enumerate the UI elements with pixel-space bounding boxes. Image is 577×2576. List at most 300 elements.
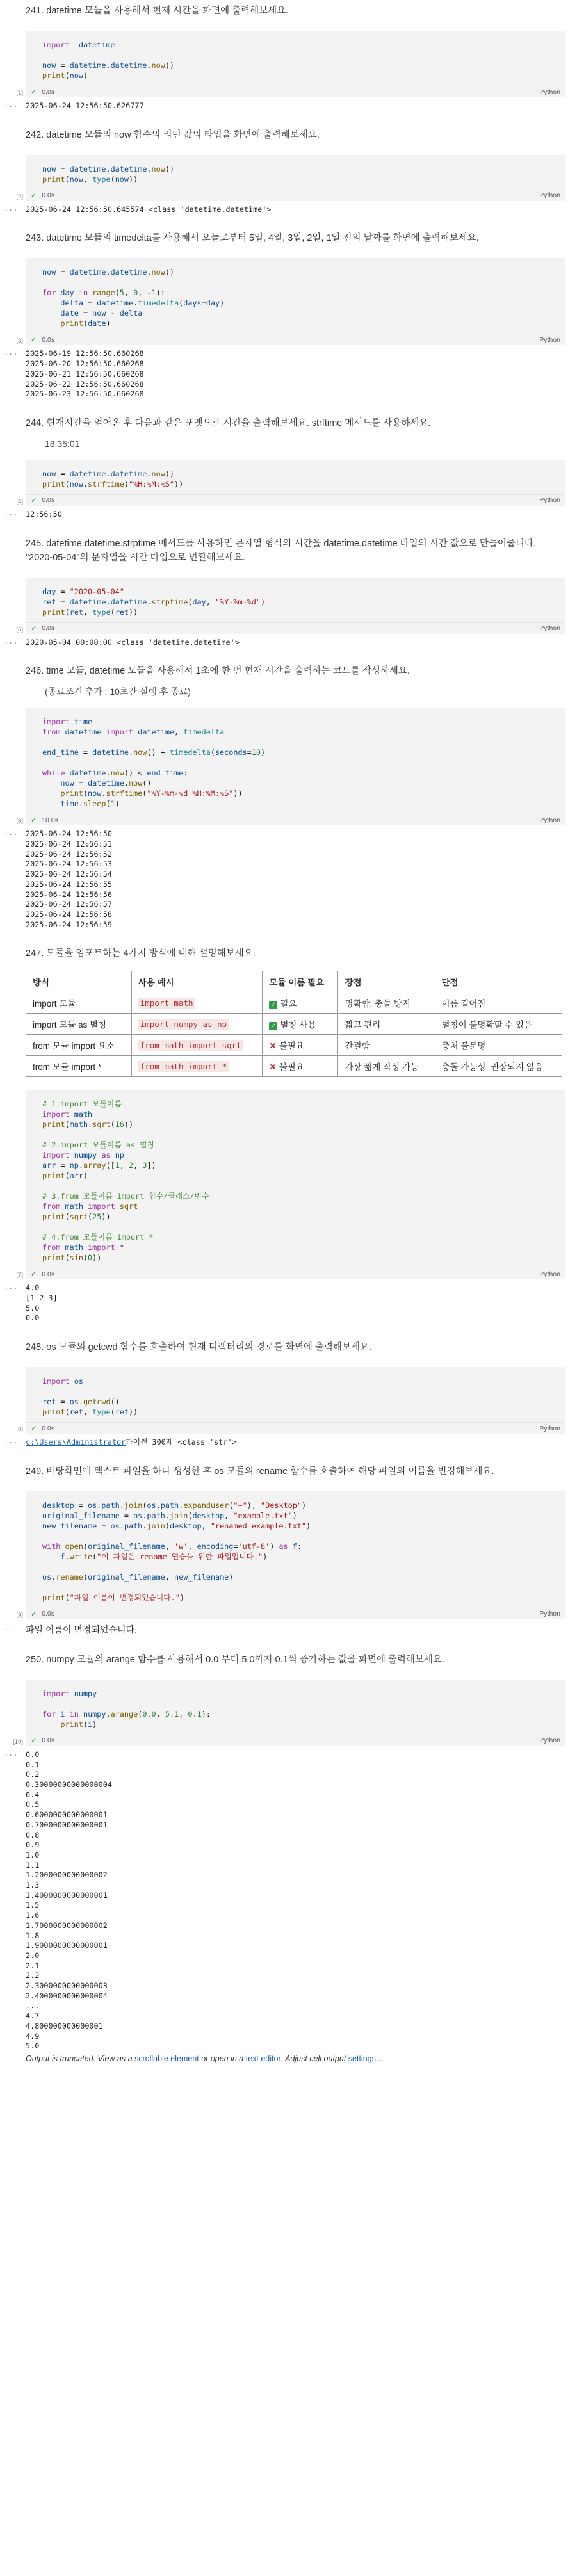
execution-time: 10.0s <box>42 816 58 824</box>
cell-language[interactable]: Python <box>539 1610 560 1618</box>
code-token: "renamed_example.txt" <box>210 1521 307 1530</box>
code-token: datetime <box>138 727 175 737</box>
code-token: delta <box>60 298 83 308</box>
code-token: datetime <box>69 768 106 778</box>
code-token: time <box>60 799 79 809</box>
code-token: . <box>119 1500 124 1510</box>
code-editor[interactable] <box>26 31 565 86</box>
code-token: "%Y-%m-%d %H:%M:%S" <box>147 789 234 798</box>
code-token <box>70 1377 74 1386</box>
code-token <box>42 799 60 808</box>
code-token: strftime <box>88 479 124 489</box>
cell-status-bar <box>26 1608 565 1619</box>
spacer <box>0 1354 577 1367</box>
code-token <box>111 1151 115 1160</box>
code-token: date <box>88 319 106 328</box>
code-token: math <box>74 1110 93 1119</box>
code-token: original_filename <box>88 1572 165 1582</box>
code-token: import <box>42 1151 70 1160</box>
code-cell[interactable] <box>13 1680 565 1746</box>
code-token: ) <box>306 1521 311 1530</box>
code-token: ( <box>115 288 120 298</box>
import-methods-table <box>26 971 562 1077</box>
spacer <box>0 18 577 31</box>
code-token: getcwd <box>83 1397 111 1407</box>
execution-time: 0.0s <box>42 88 55 96</box>
code-token: range <box>92 288 115 298</box>
scrollable-element-link[interactable]: scrollable element <box>134 2054 199 2063</box>
cell-language[interactable]: Python <box>539 1424 560 1432</box>
output-menu-icon[interactable]: ... <box>4 636 18 645</box>
code-token: path <box>160 1500 179 1510</box>
markdown-cell <box>0 534 577 565</box>
code-token: ) <box>229 1572 234 1582</box>
code-token: timedelta <box>138 298 179 308</box>
success-check-icon: ✓ <box>31 191 37 200</box>
code-token: . <box>83 479 88 489</box>
code-token: f <box>292 1541 297 1551</box>
code-token: ( <box>179 298 184 308</box>
code-token: numpy <box>74 1689 97 1698</box>
table-header-cell: 장점 <box>338 971 435 992</box>
code-token: ): <box>156 288 165 298</box>
table-row <box>26 1014 562 1035</box>
code-token: now <box>92 309 106 318</box>
code-token: , <box>165 1541 175 1551</box>
code-token <box>115 1202 120 1211</box>
code-token: = <box>247 748 252 757</box>
code-token: now <box>69 479 83 489</box>
execution-count: [8] <box>16 1426 23 1434</box>
spacer <box>0 647 577 661</box>
table-header-cell: 방식 <box>26 971 132 992</box>
code-editor[interactable] <box>26 1090 565 1268</box>
code-token: type <box>92 607 111 617</box>
success-check-icon: ✓ <box>31 816 37 825</box>
table-cell <box>131 1056 263 1077</box>
cell-output: ... 2025-06-24 12:56:50.645574 <class 'datetime.datetime'> <box>4 203 272 214</box>
code-token: ( <box>83 1253 88 1263</box>
spacer <box>0 245 577 258</box>
table-header-row <box>26 971 562 992</box>
table-cell: 충처 불분명 <box>435 1035 562 1056</box>
code-token: delta <box>119 309 143 318</box>
code-token: * <box>115 1243 124 1252</box>
code-token <box>83 1202 88 1211</box>
table-row <box>26 1035 562 1056</box>
cell-output: ... 2020-05-04 00:00:00 <class 'datetime.datetime'> <box>4 636 240 647</box>
table-cell <box>131 1035 263 1056</box>
table-cell: import 모듈 <box>26 992 132 1014</box>
execution-time: 0.0s <box>42 191 55 200</box>
code-token: ([ <box>106 1161 115 1171</box>
code-token: import <box>42 1689 70 1698</box>
spacer <box>0 1448 577 1462</box>
execution-count: [1] <box>16 90 23 97</box>
code-token: type <box>92 174 111 184</box>
spacer <box>0 520 577 534</box>
code-token: desktop <box>169 1521 202 1530</box>
cell-language[interactable]: Python <box>539 336 560 344</box>
cell-language[interactable]: Python <box>539 88 560 96</box>
code-token: datetime <box>110 597 147 606</box>
code-token: , <box>165 1572 175 1582</box>
output-menu-icon[interactable]: ... <box>4 203 18 213</box>
code-token: )) <box>124 1120 134 1130</box>
question-title: 250. numpy 모듈의 arange 함수를 사용해서 0.0 부터 5.0까지 0.1씩 증가하는 값을 화면에 출력해보세요. <box>26 1654 444 1665</box>
code-token: ( <box>65 479 70 489</box>
code-token: . <box>106 164 111 174</box>
code-cell[interactable] <box>16 1491 565 1619</box>
code-token: from <box>42 1243 61 1252</box>
table-cell: from 모듈 import 요소 <box>26 1035 132 1056</box>
code-token: "~" <box>233 1500 247 1510</box>
code-cell[interactable] <box>16 1367 565 1434</box>
code-token: ( <box>65 1120 70 1130</box>
code-token: print <box>60 319 83 328</box>
code-editor[interactable] <box>26 155 565 190</box>
code-token: import <box>42 1377 70 1386</box>
markdown-cell <box>0 661 577 699</box>
code-editor[interactable] <box>26 1491 565 1608</box>
question-title: 245. datetime.datetime.strptime 메서드를 사용하면 문자열 형식의 시간을 datetime.datetime 타입의 시간 값으로 만들어줍니다. "2020-05-04"의 문자열을 시간 타입으로 변환해보세요. <box>26 538 536 563</box>
code-token: , <box>188 1541 197 1551</box>
output-menu-icon[interactable]: ... <box>4 1623 11 1632</box>
execution-count: [7] <box>16 1272 23 1279</box>
cell-language[interactable]: Python <box>539 1270 560 1278</box>
code-token: "%Y-%m-%d" <box>215 597 261 606</box>
code-token: = <box>78 309 93 318</box>
code-token: ret <box>42 1397 56 1407</box>
code-token: day <box>192 597 206 606</box>
code-token: encoding <box>197 1541 234 1551</box>
code-token: , <box>83 1407 93 1417</box>
code-token: import <box>42 1110 70 1119</box>
output-menu-icon[interactable]: ... <box>4 508 18 517</box>
code-token: . <box>147 164 152 174</box>
code-token: datetime <box>69 469 106 478</box>
output-menu-icon[interactable]: ... <box>4 100 18 109</box>
code-token: , <box>206 597 215 606</box>
code-token: array <box>83 1161 106 1171</box>
code-token <box>60 1542 65 1551</box>
code-token: now <box>151 469 165 478</box>
code-token: now <box>69 174 83 184</box>
code-token: ( <box>138 1709 143 1719</box>
code-token: . <box>128 748 134 757</box>
code-editor[interactable] <box>26 258 565 334</box>
cell-language[interactable]: Python <box>539 624 560 633</box>
code-token: days <box>183 298 202 308</box>
code-token: ret <box>69 607 83 617</box>
code-token: time <box>74 717 93 727</box>
code-token: . <box>106 469 111 478</box>
code-token: while <box>42 768 65 778</box>
success-check-icon: ✓ <box>31 1610 37 1618</box>
code-token: datetime <box>69 61 106 70</box>
code-token: now <box>133 748 147 757</box>
code-token: ) <box>261 597 266 606</box>
inline-code: from math import sqrt <box>138 1040 243 1051</box>
code-token: arr <box>42 1161 56 1171</box>
table-cell: 가장 짧게 작성 가능 <box>338 1056 435 1077</box>
code-cell[interactable] <box>16 578 565 634</box>
code-token: ret <box>115 1407 129 1417</box>
success-check-icon: ✓ <box>31 496 37 505</box>
code-token: ) <box>220 298 225 308</box>
code-token: # 2.import 모듈이름 as 별칭 <box>42 1140 154 1150</box>
code-token: 3 <box>142 1161 147 1171</box>
code-token: = <box>83 298 97 308</box>
cell-output: ... 2025-06-19 12:56:50.660268 2025-06-20 12:56:50.660268 2025-06-21 12:56:50.660268 2025-06-22 12:56:50.660268 2025-06-23 12:56:50.660268 <box>4 348 144 399</box>
code-token: print <box>42 1407 65 1417</box>
code-token: 0.0 <box>142 1709 156 1719</box>
code-token: as <box>279 1541 288 1551</box>
spacer <box>0 960 577 967</box>
code-token: 1 <box>110 799 115 809</box>
code-token: timedelta <box>169 748 211 757</box>
code-token: day <box>206 298 220 308</box>
path-link[interactable]: c:\Users\Administrator <box>26 1438 126 1447</box>
code-cell[interactable] <box>16 1090 565 1279</box>
code-token <box>42 1552 60 1561</box>
code-token <box>288 1542 293 1551</box>
cell-language[interactable]: Python <box>539 816 560 824</box>
code-token: timedelta <box>183 727 225 737</box>
execution-count: [5] <box>16 626 23 633</box>
code-token: print <box>42 607 65 617</box>
code-token: () <box>165 469 175 478</box>
markdown-cell <box>0 1 577 18</box>
code-token: as <box>101 1151 111 1160</box>
markdown-cell <box>0 1338 577 1354</box>
success-check-icon: ✓ <box>31 1270 37 1279</box>
code-token: . <box>106 61 111 70</box>
code-token: datetime <box>69 268 106 277</box>
cell-status-bar <box>26 1735 565 1746</box>
execution-count: [10] <box>13 1738 23 1746</box>
code-token: join <box>169 1511 188 1520</box>
code-token: math <box>65 1243 83 1252</box>
cell-status-bar <box>26 622 565 634</box>
question-title: 242. datetime 모듈의 now 함수의 리턴 값의 타입을 화면에 출력해보세요. <box>26 129 320 140</box>
code-token: path <box>101 1500 120 1510</box>
code-token <box>65 1710 70 1719</box>
check-mark-icon: ✓ <box>269 1022 277 1030</box>
code-token: datetime <box>78 40 115 49</box>
code-token: 0.1 <box>188 1709 202 1719</box>
cell-status-bar <box>26 190 565 201</box>
code-token: )) <box>233 789 243 798</box>
success-check-icon: ✓ <box>31 1425 37 1433</box>
code-token: 16 <box>115 1120 124 1130</box>
cell-language[interactable]: Python <box>539 191 560 200</box>
table-cell: ✓ 필요 <box>263 992 338 1014</box>
code-token: 0 <box>133 288 138 298</box>
table-cell: ✓ 별칭 사용 <box>263 1014 338 1035</box>
code-token: , <box>133 1161 143 1171</box>
code-token: datetime <box>88 779 124 788</box>
code-cell[interactable] <box>16 155 565 201</box>
code-cell[interactable] <box>16 460 565 506</box>
table-cell: import 모듈 as 별칭 <box>26 1014 132 1035</box>
code-token: now <box>42 61 56 70</box>
question-title: 249. 바탕화면에 텍스트 파일을 하나 생성한 후 os 모듈의 rename 함수를 호출하여 해당 파일의 이름을 변경해보세요. <box>26 1466 494 1477</box>
code-token: sqrt <box>92 1120 111 1130</box>
cell-status-bar <box>26 1422 565 1434</box>
code-token: now <box>42 469 56 478</box>
code-token: . <box>147 268 152 277</box>
code-token: seconds <box>215 748 247 757</box>
code-token: , <box>83 607 93 617</box>
cell-status-bar <box>26 814 565 825</box>
code-token: in <box>69 1709 79 1719</box>
cell-output: ... 파일 이름이 변경되었습니다. <box>4 1623 137 1635</box>
output-menu-icon[interactable]: ... <box>4 348 18 357</box>
code-token <box>60 1243 65 1252</box>
code-token: ( <box>65 607 70 617</box>
output-menu-icon[interactable]: ... <box>4 1436 18 1446</box>
code-token: ( <box>65 71 70 80</box>
table-row <box>26 992 562 1014</box>
code-token: math <box>69 1120 88 1130</box>
code-token: for <box>42 288 56 298</box>
code-token: print <box>42 1592 65 1602</box>
code-token: , <box>156 1709 165 1719</box>
code-token: 1 <box>115 1161 120 1171</box>
code-token: )) <box>174 479 184 489</box>
code-cell[interactable] <box>16 258 565 345</box>
code-token: . <box>106 768 111 778</box>
code-token: ( <box>83 789 88 798</box>
table-cell <box>131 992 263 1014</box>
code-cell[interactable] <box>16 708 565 825</box>
code-token: = <box>56 164 70 174</box>
code-token: print <box>42 1120 65 1130</box>
code-editor[interactable] <box>26 578 565 622</box>
code-token: = <box>56 587 70 596</box>
markdown-cell <box>0 944 577 960</box>
code-token: () < <box>124 768 147 778</box>
code-token <box>70 1151 74 1160</box>
code-token: datetime <box>97 298 134 308</box>
code-token: now <box>110 768 124 778</box>
output-menu-icon[interactable]: ... <box>4 1748 18 1758</box>
code-token: numpy <box>83 1709 106 1719</box>
code-token: strptime <box>151 597 188 606</box>
code-editor[interactable] <box>26 708 565 814</box>
spacer <box>0 215 577 229</box>
code-token: for <box>42 1709 56 1719</box>
output-menu-icon[interactable]: ... <box>4 828 18 838</box>
code-token: ( <box>88 1212 93 1222</box>
code-token: sleep <box>83 799 106 809</box>
code-token: ( <box>110 1407 115 1417</box>
cell-status-bar <box>26 1268 565 1279</box>
code-token: () <box>165 164 175 174</box>
code-token: os <box>69 1397 79 1407</box>
success-check-icon: ✓ <box>31 1737 37 1745</box>
code-cell[interactable] <box>16 31 565 97</box>
cell-language[interactable]: Python <box>539 1737 560 1745</box>
code-token: datetime <box>69 164 106 174</box>
code-token: . <box>88 1120 93 1130</box>
code-token: print <box>42 1171 65 1181</box>
code-token: join <box>147 1521 165 1530</box>
code-editor[interactable] <box>26 460 565 494</box>
code-token <box>42 779 60 788</box>
success-check-icon: ✓ <box>31 336 37 344</box>
code-token: "example.txt" <box>233 1511 293 1520</box>
code-token: datetime <box>69 597 106 606</box>
code-token: path <box>147 1511 165 1520</box>
code-token: ( <box>65 1171 70 1181</box>
code-token: . <box>156 1500 161 1510</box>
code-token: "%H:%M:%S" <box>128 479 175 489</box>
output-text: 파이썬 300제 <class 'str'> <box>126 1438 237 1447</box>
table-cell: 이름 길어짐 <box>435 992 562 1014</box>
execution-time: 0.0s <box>42 1610 55 1618</box>
code-token: : <box>183 768 188 778</box>
code-token: datetime <box>110 61 147 70</box>
cell-language[interactable]: Python <box>539 496 560 505</box>
code-token: = <box>233 1541 238 1551</box>
table-cell: 짧고 편리 <box>338 1014 435 1035</box>
question-subtitle: 18:35:01 <box>45 438 80 449</box>
code-token: ) <box>292 1511 297 1520</box>
code-token: from <box>42 727 61 737</box>
code-token: , <box>83 174 93 184</box>
execution-time: 0.0s <box>42 1737 55 1745</box>
code-token <box>70 717 74 726</box>
code-editor[interactable] <box>26 1367 565 1422</box>
code-token: ) <box>83 71 88 80</box>
code-token <box>70 1110 74 1119</box>
text-editor-link[interactable]: text editor <box>245 2054 281 2063</box>
cell-status-bar <box>26 334 565 345</box>
question-title: 248. os 모듈의 getcwd 함수를 호출하여 현재 디렉터리의 경로를 화면에 출력해보세요. <box>26 1342 371 1353</box>
output-truncated-notice: Output is truncated. View as a scrollable element or open in a text editor. Adjust cell output settings... <box>26 2054 383 2063</box>
code-token: : <box>297 1541 302 1551</box>
spacer <box>0 699 577 708</box>
table-cell: ✕ 불필요 <box>263 1035 338 1056</box>
code-token: ( <box>92 1551 97 1561</box>
code-token: 10 <box>251 748 261 757</box>
code-token: ( <box>110 174 115 184</box>
code-token: from <box>42 1202 61 1211</box>
execution-count: [4] <box>16 498 23 505</box>
code-token: ( <box>65 1592 70 1602</box>
code-token: write <box>69 1551 93 1561</box>
code-token: )) <box>92 1253 102 1263</box>
table-cell: ✕ 불필요 <box>263 1056 338 1077</box>
code-token: new_filename <box>174 1572 229 1582</box>
code-token: day <box>60 288 74 298</box>
code-editor[interactable] <box>26 1680 565 1735</box>
code-token: print <box>42 479 65 489</box>
code-token: print <box>60 789 83 798</box>
output-menu-icon[interactable]: ... <box>4 1282 18 1292</box>
code-token: = <box>119 1511 134 1520</box>
code-token: 'utf-8' <box>238 1541 270 1551</box>
settings-link[interactable]: settings <box>348 2054 376 2063</box>
code-token: import <box>88 1243 115 1252</box>
code-token: ( <box>83 1719 88 1729</box>
code-token: os <box>88 1500 97 1510</box>
code-token: import <box>88 1202 115 1211</box>
table-cell: 충돌 가능성, 권장되지 않음 <box>435 1056 562 1077</box>
code-token: () <box>165 61 175 70</box>
